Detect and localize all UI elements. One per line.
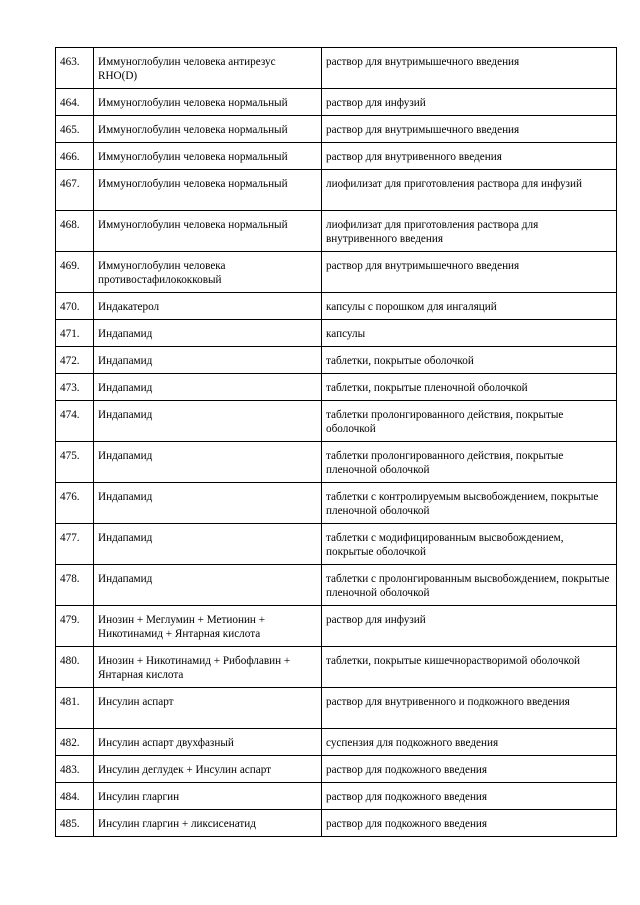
table-row <box>56 89 617 116</box>
drug-name: Иммуноглобулин человека антирезус RHO(D) <box>94 48 322 89</box>
drug-name: Индапамид <box>94 565 322 606</box>
dosage-form: раствор для внутримышечного введения <box>322 116 617 143</box>
drug-name: Иммуноглобулин человека нормальный <box>94 116 322 143</box>
drug-name: Иммуноглобулин человека нормальный <box>94 143 322 170</box>
table-row <box>56 116 617 143</box>
drug-name: Индакатерол <box>94 293 322 320</box>
row-number: 463. <box>56 48 94 89</box>
table-row <box>56 688 617 729</box>
row-number: 477. <box>56 524 94 565</box>
table-row <box>56 810 617 837</box>
row-number: 476. <box>56 483 94 524</box>
drug-name: Инсулин аспарт <box>94 688 322 729</box>
dosage-form: раствор для подкожного введения <box>322 756 617 783</box>
dosage-form: раствор для внутримышечного введения <box>322 48 617 89</box>
table-row <box>56 483 617 524</box>
row-number: 473. <box>56 374 94 401</box>
table-row <box>56 606 617 647</box>
row-number: 470. <box>56 293 94 320</box>
dosage-form: раствор для внутримышечного введения <box>322 252 617 293</box>
table-row <box>56 756 617 783</box>
drug-name: Индапамид <box>94 442 322 483</box>
table-row <box>56 347 617 374</box>
table-row <box>56 524 617 565</box>
row-number: 467. <box>56 170 94 211</box>
dosage-form: раствор для инфузий <box>322 606 617 647</box>
dosage-form: таблетки, покрытые оболочкой <box>322 347 617 374</box>
table-row <box>56 143 617 170</box>
row-number: 471. <box>56 320 94 347</box>
row-number: 480. <box>56 647 94 688</box>
table-row <box>56 647 617 688</box>
table-row <box>56 48 617 89</box>
drug-name: Индапамид <box>94 320 322 347</box>
dosage-form: таблетки с контролируемым высвобождением, покрытые пленочной оболочкой <box>322 483 617 524</box>
row-number: 468. <box>56 211 94 252</box>
drug-name: Инсулин гларгин <box>94 783 322 810</box>
row-number: 465. <box>56 116 94 143</box>
row-number: 474. <box>56 401 94 442</box>
row-number: 479. <box>56 606 94 647</box>
drug-name: Индапамид <box>94 401 322 442</box>
dosage-form: раствор для внутривенного и подкожного введения <box>322 688 617 729</box>
drug-name: Иммуноглобулин человека нормальный <box>94 170 322 211</box>
row-number: 478. <box>56 565 94 606</box>
row-number: 484. <box>56 783 94 810</box>
row-number: 464. <box>56 89 94 116</box>
drug-name: Инсулин деглудек + Инсулин аспарт <box>94 756 322 783</box>
row-number: 481. <box>56 688 94 729</box>
table-row <box>56 442 617 483</box>
row-number: 482. <box>56 729 94 756</box>
dosage-form: капсулы <box>322 320 617 347</box>
drug-name: Индапамид <box>94 347 322 374</box>
dosage-form: таблетки с модифицированным высвобождением, покрытые оболочкой <box>322 524 617 565</box>
dosage-form: таблетки с пролонгированным высвобождением, покрытые пленочной оболочкой <box>322 565 617 606</box>
drug-name: Индапамид <box>94 524 322 565</box>
dosage-form: таблетки, покрытые пленочной оболочкой <box>322 374 617 401</box>
row-number: 485. <box>56 810 94 837</box>
table-row <box>56 565 617 606</box>
dosage-form: раствор для подкожного введения <box>322 810 617 837</box>
dosage-form: таблетки, покрытые кишечнорастворимой оболочкой <box>322 647 617 688</box>
drug-name: Индапамид <box>94 374 322 401</box>
dosage-form: таблетки пролонгированного действия, покрытые пленочной оболочкой <box>322 442 617 483</box>
table-row <box>56 783 617 810</box>
dosage-form: суспензия для подкожного введения <box>322 729 617 756</box>
row-number: 466. <box>56 143 94 170</box>
drug-name: Иммуноглобулин человека нормальный <box>94 211 322 252</box>
table-row <box>56 401 617 442</box>
dosage-form: раствор для подкожного введения <box>322 783 617 810</box>
row-number: 483. <box>56 756 94 783</box>
table-body <box>56 48 617 837</box>
row-number: 475. <box>56 442 94 483</box>
drug-name: Инсулин аспарт двухфазный <box>94 729 322 756</box>
drug-name: Иммуноглобулин человека противостафилококковый <box>94 252 322 293</box>
dosage-form: лиофилизат для приготовления раствора для внутривенного введения <box>322 211 617 252</box>
drug-name: Индапамид <box>94 483 322 524</box>
drug-name: Инозин + Никотинамид + Рибофлавин + Янтарная кислота <box>94 647 322 688</box>
table-row <box>56 293 617 320</box>
dosage-form: раствор для инфузий <box>322 89 617 116</box>
table-row <box>56 374 617 401</box>
dosage-form: таблетки пролонгированного действия, покрытые оболочкой <box>322 401 617 442</box>
drug-list-table <box>55 47 617 837</box>
dosage-form: лиофилизат для приготовления раствора для инфузий <box>322 170 617 211</box>
row-number: 472. <box>56 347 94 374</box>
drug-name: Инсулин гларгин + ликсисенатид <box>94 810 322 837</box>
row-number: 469. <box>56 252 94 293</box>
drug-name: Иммуноглобулин человека нормальный <box>94 89 322 116</box>
table-row <box>56 320 617 347</box>
table-row <box>56 252 617 293</box>
dosage-form: капсулы с порошком для ингаляций <box>322 293 617 320</box>
drug-name: Инозин + Меглумин + Метионин + Никотинамид + Янтарная кислота <box>94 606 322 647</box>
table-row <box>56 211 617 252</box>
table-row <box>56 729 617 756</box>
table-row <box>56 170 617 211</box>
dosage-form: раствор для внутривенного введения <box>322 143 617 170</box>
